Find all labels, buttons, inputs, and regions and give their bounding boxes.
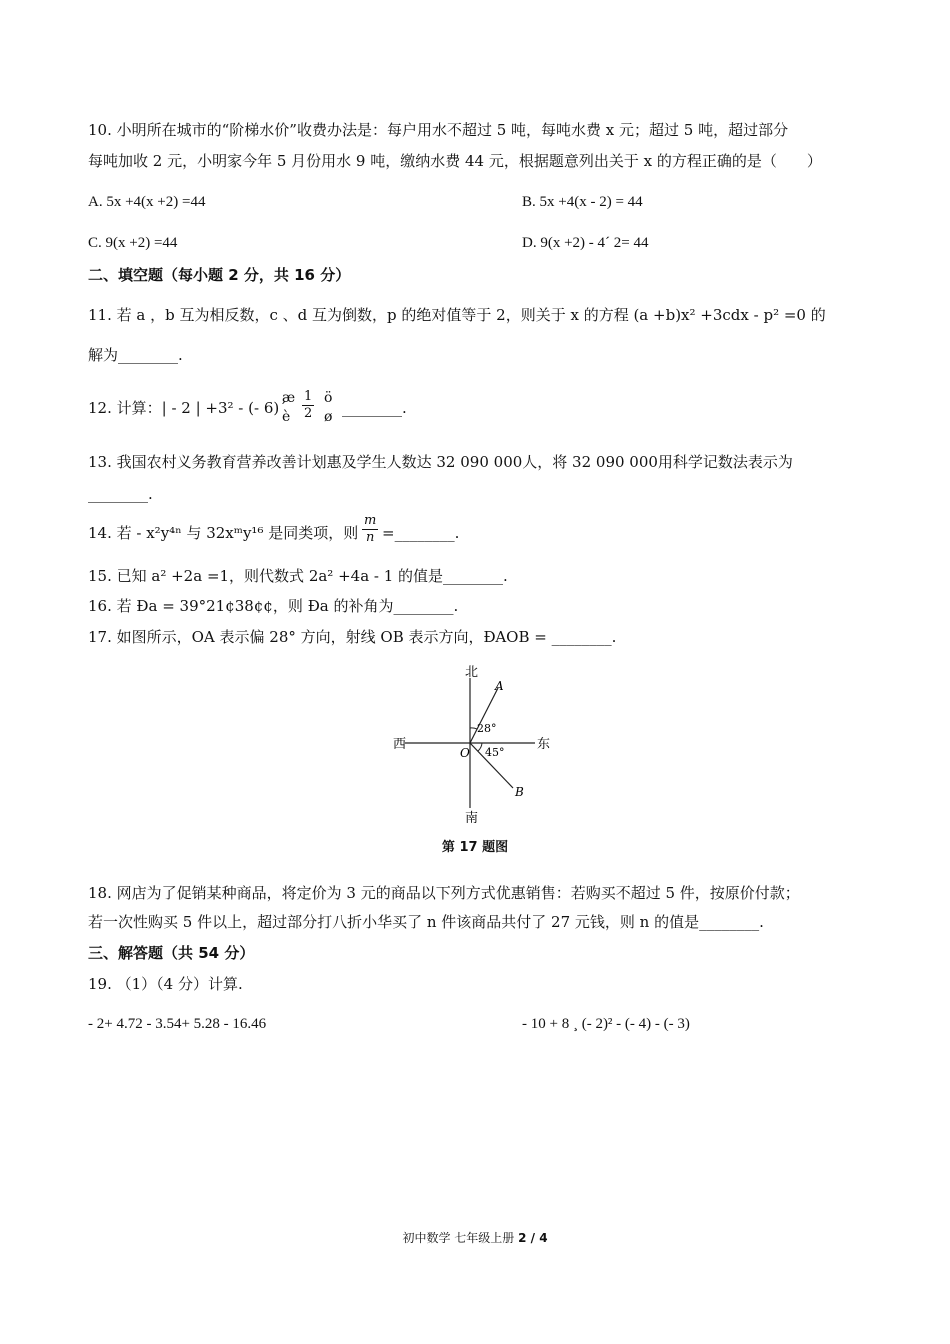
footer-page-number: 2 / 4	[518, 1231, 548, 1245]
q19-expr-left: - 2+ 4.72 - 3.54+ 5.28 - 16.46	[88, 1016, 267, 1032]
q13-line2: ________.	[88, 485, 153, 503]
figure-17-caption: 第 17 题图	[441, 840, 509, 855]
q14-prefix: 14. 若 - x²y⁴ⁿ 与 32xᵐy¹⁶ 是同类项，则	[88, 524, 359, 542]
q15: 15. 已知 a² +2a =1，则代数式 2a² +4a - 1 的值是________.	[88, 567, 508, 585]
q12-frac-num: 1	[304, 389, 313, 404]
q18-line1: 18. 网店为了促销某种商品，将定价为 3 元的商品以下列方式优惠销售：若购买不超过 5 件，按原价付款；	[88, 884, 800, 902]
section-3-heading: 三、解答题（共 54 分）	[88, 944, 255, 962]
footer-text: 初中数学 七年级上册	[402, 1231, 515, 1245]
q14-frac-num: m	[364, 513, 377, 528]
label-east: 东	[537, 737, 551, 752]
q18-line2: 若一次性购买 5 件以上，超过部分打八折小华买了 n 件该商品共付了 27 元钱，则 n 的值是________.	[88, 913, 764, 931]
q14-fraction	[362, 513, 378, 546]
figure-17-diagram	[385, 660, 585, 828]
label-west: 西	[393, 737, 407, 752]
q16: 16. 若 Ða = 39°21¢38¢¢，则 Ða 的补角为________.	[88, 597, 459, 615]
q11-line2: 解为________.	[88, 346, 183, 364]
q12-left-paren-bot: è	[282, 409, 291, 425]
q12-right-paren-bot: ø	[324, 409, 333, 425]
q10-option-c: C. 9(x +2) =44	[88, 235, 178, 251]
q12-frac-den: 2	[304, 406, 313, 421]
label-south: 南	[465, 811, 479, 826]
q12-right-paren	[324, 389, 332, 427]
q12-left-paren-top: æ	[282, 390, 296, 406]
label-angle-45: 45°	[485, 746, 505, 759]
q10-stem-line1: 10. 小明所在城市的“阶梯水价”收费办法是：每户用水不超过 5 吨，每吨水费 x 元；超过 5 吨，超过部分	[88, 121, 789, 139]
q10-stem-line2: 每吨加收 2 元，小明家今年 5 月份用水 9 吨，缴纳水费 44 元，根据题意列出关于 x 的方程正确的是（ ）	[88, 152, 822, 170]
q10-option-a: A. 5x +4(x +2) =44	[88, 194, 206, 210]
q12-prefix: 12. 计算：| - 2 | +3² - (- 6)´	[88, 399, 287, 417]
angle-arc-b	[478, 743, 482, 751]
q12-right-paren-top: ö	[324, 390, 333, 406]
section-2-heading: 二、填空题（每小题 2 分，共 16 分）	[88, 266, 351, 284]
q19-expr-right: - 10 + 8 ¸ (- 2)² - (- 4) - (- 3)	[522, 1016, 690, 1032]
label-o: O	[460, 746, 470, 760]
q11-line1: 11. 若 a ，b 互为相反数，c 、d 互为倒数，p 的绝对值等于 2，则关于 x 的方程 (a +b)x² +3cdx - p² =0 的	[88, 306, 826, 324]
label-angle-28: 28°	[477, 722, 497, 735]
page-footer	[0, 1229, 950, 1246]
label-a: A	[495, 679, 504, 693]
q17: 17. 如图所示，OA 表示偏 28° 方向，射线 OB 表示方向，ÐAOB = ________.	[88, 628, 617, 646]
q13-line1: 13. 我国农村义务教育营养改善计划惠及学生人数达 32 090 000人，将 32 090 000用科学记数法表示为	[88, 453, 793, 471]
angle-arc-a	[470, 728, 477, 729]
q19-title: 19. （1）（4 分）计算.	[88, 975, 243, 993]
label-b: B	[515, 785, 524, 799]
q10-option-d: D. 9(x +2) - 4´ 2= 44	[522, 235, 649, 251]
label-north: 北	[465, 665, 479, 680]
q12-left-paren	[282, 389, 295, 427]
q12-fraction	[302, 389, 314, 422]
q14-frac-den: n	[365, 530, 375, 545]
q12-suffix: ________.	[342, 399, 407, 417]
q14-suffix: =________.	[382, 524, 460, 542]
q10-option-b: B. 5x +4(x - 2) = 44	[522, 194, 643, 210]
